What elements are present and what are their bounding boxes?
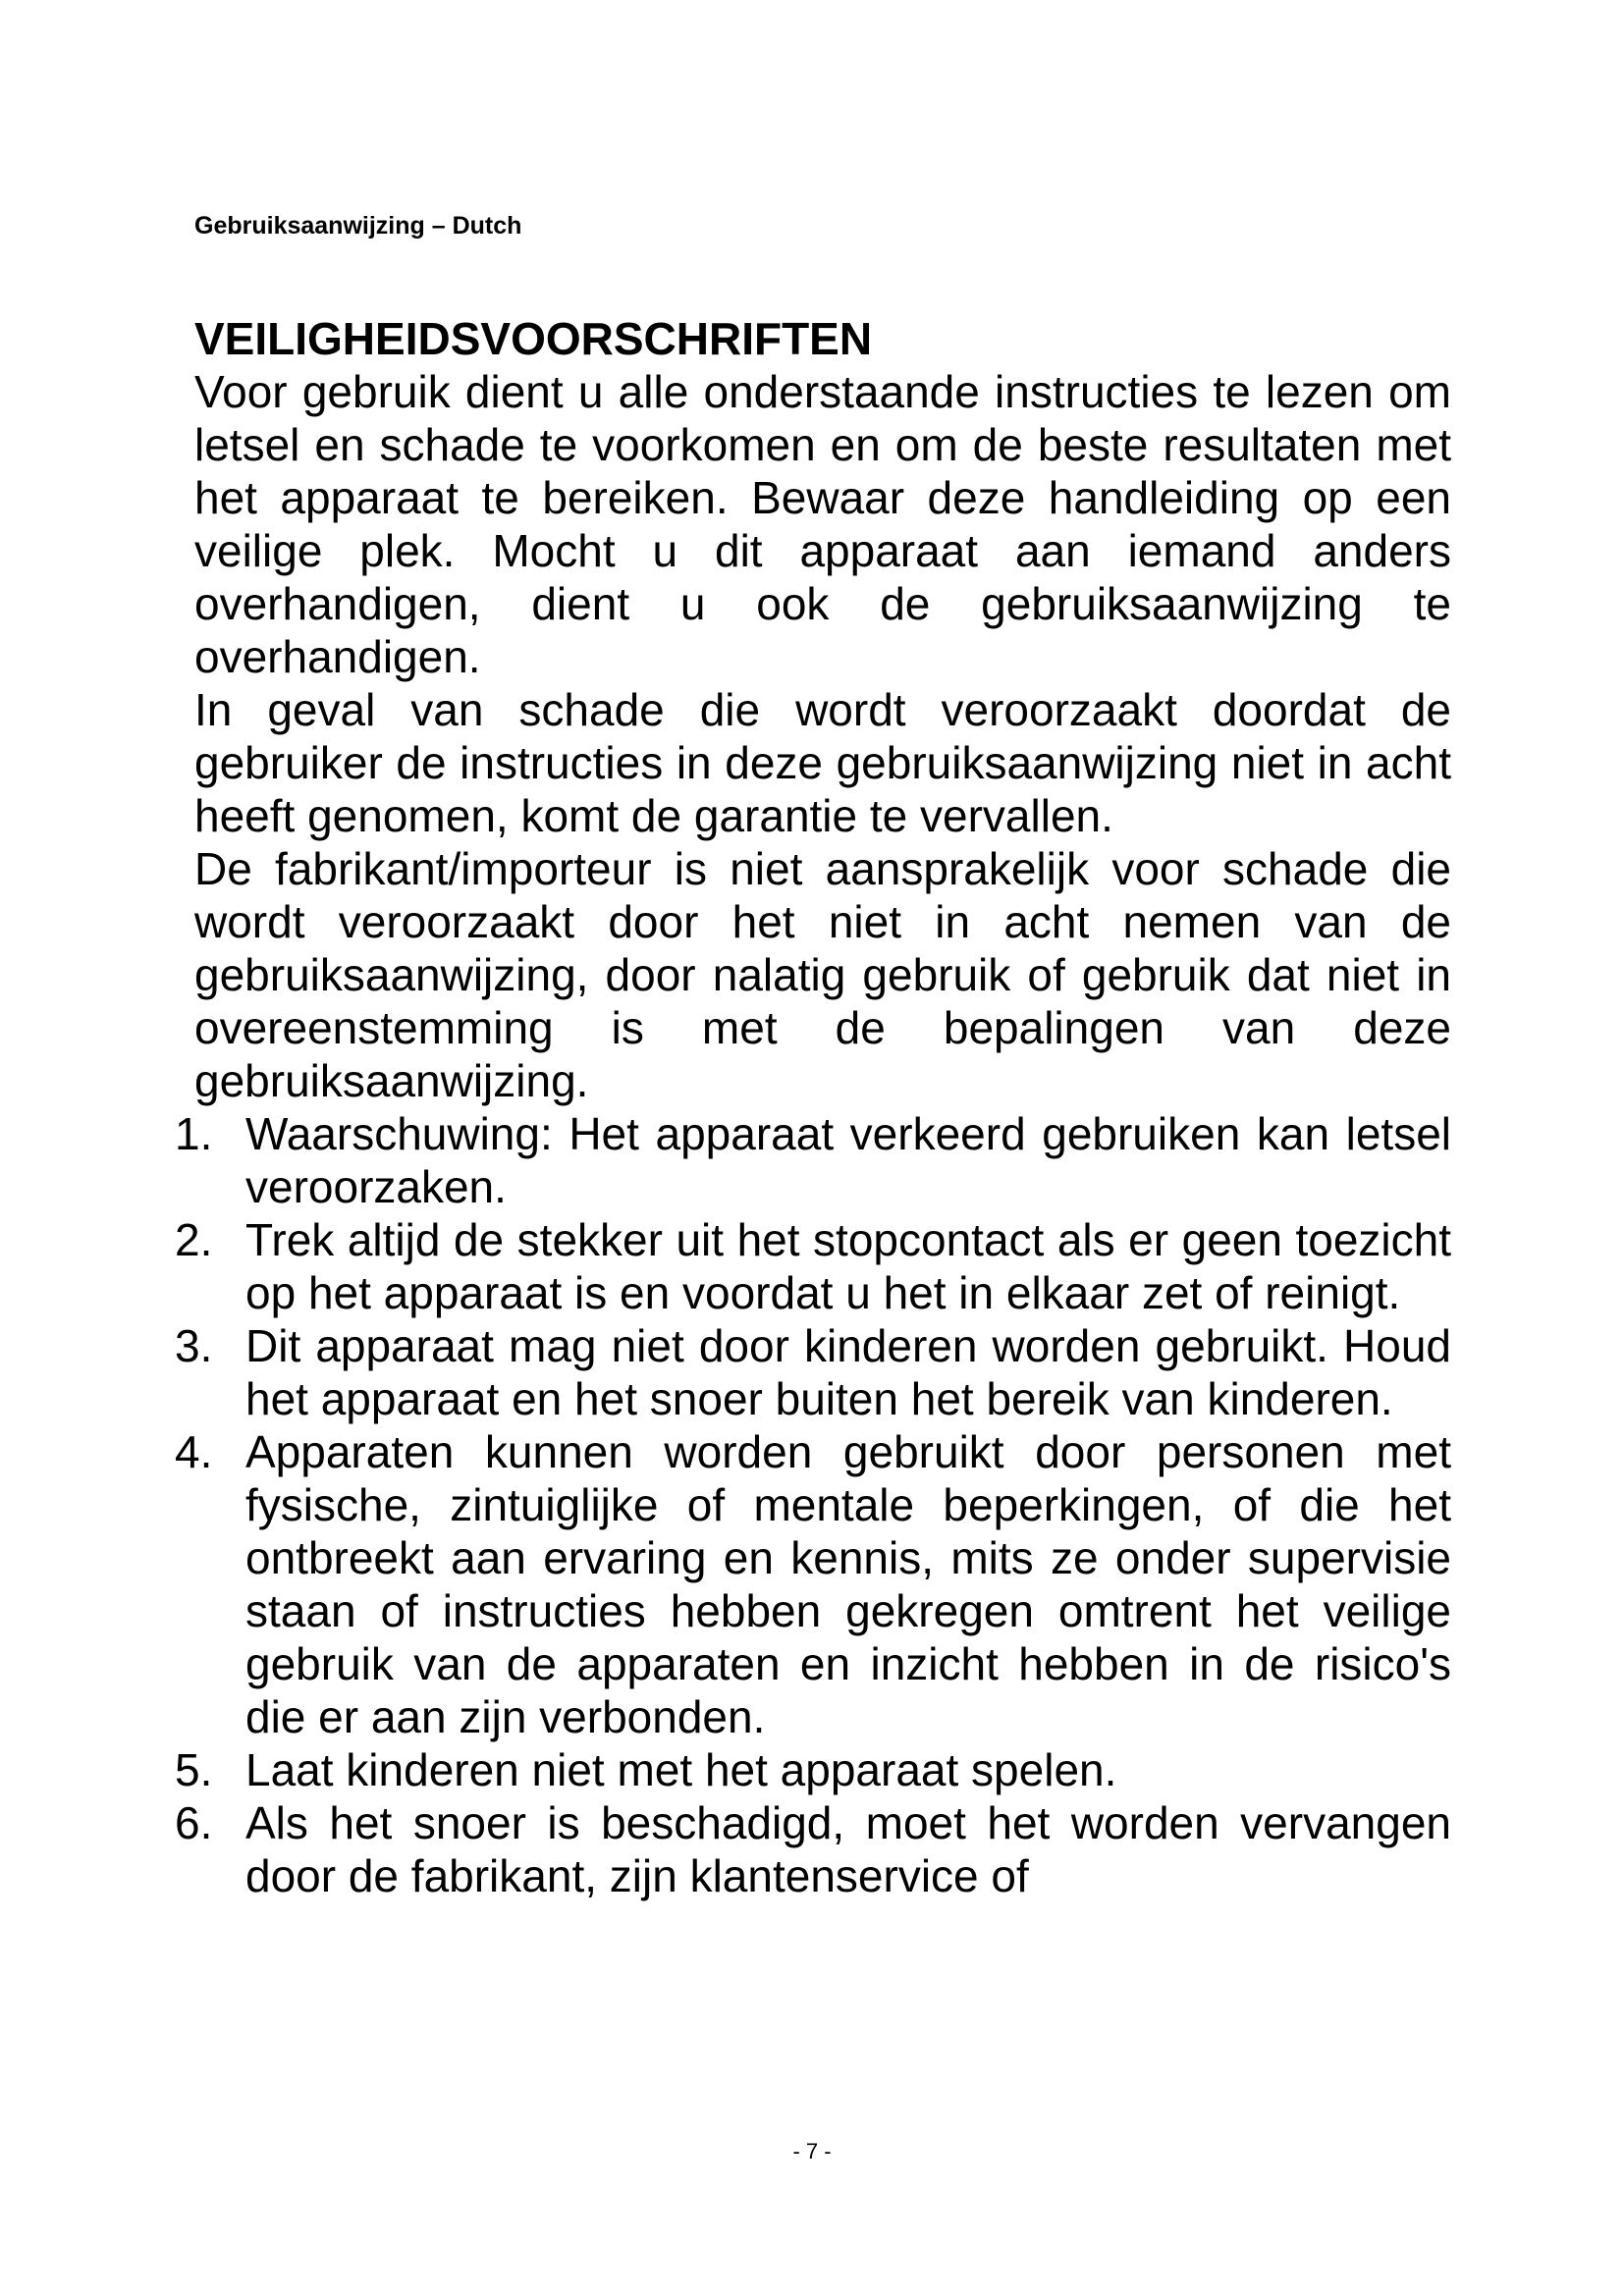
list-item-text: Als het snoer is beschadigd, moet het worden vervangen door de fabrikant, zijn klantenservice of bbox=[245, 1797, 1451, 1901]
list-item-text: Apparaten kunnen worden gebruikt door personen met fysische, zintuiglijke of mentale beperkingen, of die het ontbreekt aan ervaring en kennis, mits ze onder supervisie staan of instructies hebben gekregen omtrent het veilige gebruik van de apparaten en inzicht hebben in de risico's die er aan zijn verbonden. bbox=[245, 1426, 1451, 1742]
list-item-number: 1. bbox=[175, 1108, 213, 1159]
liability-paragraph: De fabrikant/importeur is niet aansprakelijk voor schade die wordt veroorzaakt door het niet in acht nemen van de gebruiksaanwijzing, door nalatig gebruik of gebruik dat niet in overeenstemming is met de bepalingen van deze gebruiksaanwijzing. bbox=[194, 843, 1451, 1106]
list-item bbox=[175, 1107, 1451, 1213]
list-item-text: Trek altijd de stekker uit het stopcontact als er geen toezicht op het apparaat is en voordat u het in elkaar zet of reinigt. bbox=[245, 1214, 1451, 1318]
list-item bbox=[175, 1796, 1451, 1902]
main-content bbox=[175, 312, 1451, 1902]
list-item-number: 3. bbox=[175, 1320, 213, 1371]
intro-paragraph: Voor gebruik dient u alle onderstaande instructies te lezen om letsel en schade te voorkomen en om de beste resultaten met het apparaat te bereiken. Bewaar deze handleiding op een veilige plek. Mocht u dit apparaat aan iemand anders overhandigen, dient u ook de gebruiksaanwijzing te overhandigen. bbox=[194, 366, 1451, 682]
list-item-number: 2. bbox=[175, 1214, 213, 1265]
list-item-number: 5. bbox=[175, 1744, 213, 1795]
section-title: VEILIGHEIDSVOORSCHRIFTEN bbox=[194, 313, 873, 364]
list-item-number: 6. bbox=[175, 1797, 213, 1848]
list-item-text: Dit apparaat mag niet door kinderen worden gebruikt. Houd het apparaat en het snoer buiten het bereik van kinderen. bbox=[245, 1320, 1451, 1424]
page-number: - 7 - bbox=[792, 2139, 832, 2163]
list-item bbox=[175, 1319, 1451, 1425]
list-item bbox=[175, 1213, 1451, 1319]
list-item bbox=[175, 1743, 1451, 1796]
warranty-paragraph: In geval van schade die wordt veroorzaakt doordat de gebruiker de instructies in deze gebruiksaanwijzing niet in acht heeft genomen, komt de garantie te vervallen. bbox=[194, 684, 1451, 841]
list-item-text: Laat kinderen niet met het apparaat spelen. bbox=[245, 1744, 1117, 1795]
safety-instructions-list bbox=[175, 1107, 1451, 1902]
list-item-text: Waarschuwing: Het apparaat verkeerd gebruiken kan letsel veroorzaken. bbox=[245, 1108, 1451, 1212]
list-item bbox=[175, 1425, 1451, 1743]
running-header: Gebruiksaanwijzing – Dutch bbox=[194, 212, 522, 240]
list-item-number: 4. bbox=[175, 1426, 213, 1477]
